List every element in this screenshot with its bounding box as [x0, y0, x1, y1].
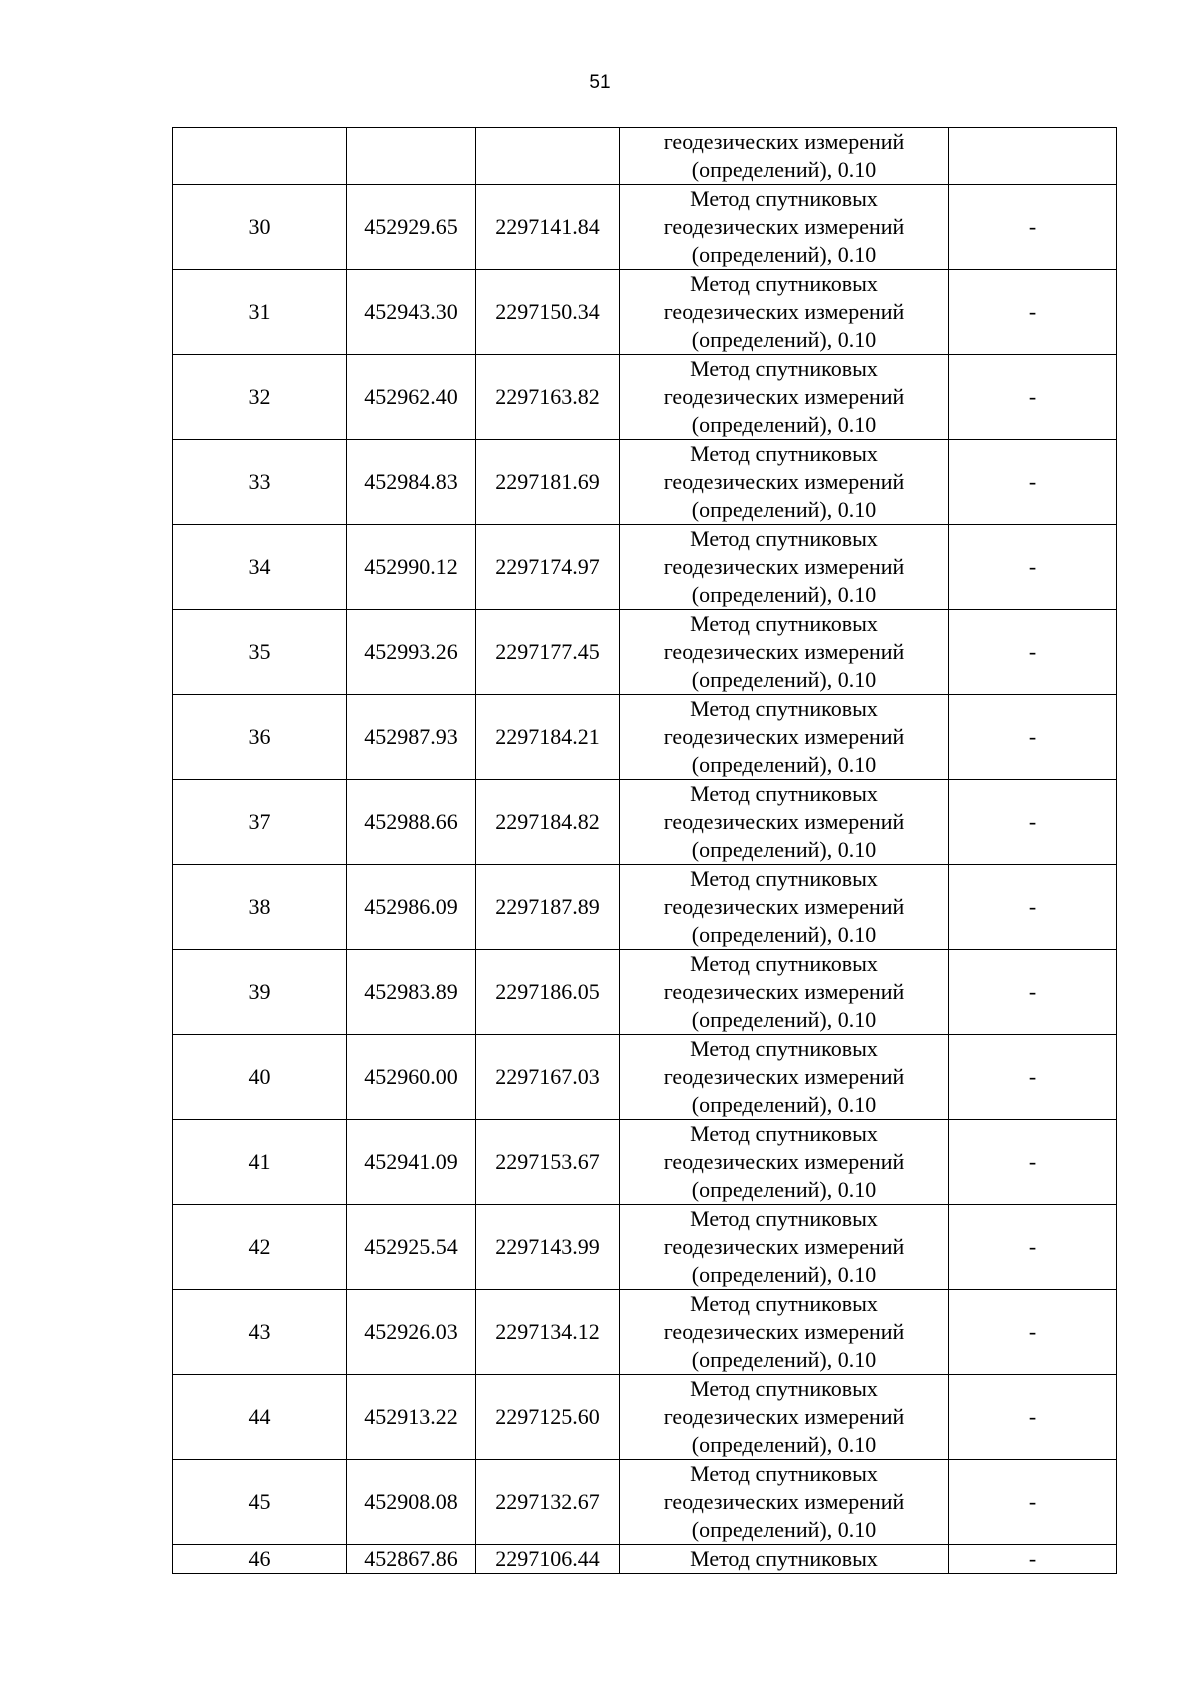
cell-method: [620, 440, 949, 525]
cell-note: -: [949, 1035, 1117, 1120]
cell-x: 452993.26: [347, 610, 476, 695]
table-row: [173, 950, 1117, 1035]
method-line: геодезических измерений: [663, 1319, 905, 1344]
method-line: (определений), 0.10: [691, 1177, 877, 1202]
cell-point-number: 46: [173, 1545, 347, 1574]
cell-point-number: 31: [173, 270, 347, 355]
cell-note: -: [949, 440, 1117, 525]
method-line: Метод спутниковых: [690, 441, 878, 466]
cell-x: 452941.09: [347, 1120, 476, 1205]
cell-note: -: [949, 1460, 1117, 1545]
cell-x: 452867.86: [347, 1545, 476, 1574]
table-row: [173, 1290, 1117, 1375]
cell-method: [620, 1375, 949, 1460]
cell-note: -: [949, 865, 1117, 950]
cell-note: -: [949, 185, 1117, 270]
cell-note: -: [949, 695, 1117, 780]
cell-point-number: [173, 128, 347, 185]
method-line: геодезических измерений: [663, 1489, 905, 1514]
method-line: геодезических измерений: [663, 979, 905, 1004]
method-line: Метод спутниковых: [690, 1036, 878, 1061]
table-row: [173, 1545, 1117, 1574]
method-line: (определений), 0.10: [691, 412, 877, 437]
cell-method: [620, 1205, 949, 1290]
cell-method: [620, 865, 949, 950]
cell-method: [620, 695, 949, 780]
cell-point-number: 36: [173, 695, 347, 780]
cell-x: 452960.00: [347, 1035, 476, 1120]
cell-x: 452983.89: [347, 950, 476, 1035]
method-line: Метод спутниковых: [690, 1206, 878, 1231]
method-line: Метод спутниковых: [690, 271, 878, 296]
cell-point-number: 32: [173, 355, 347, 440]
cell-method: [620, 1035, 949, 1120]
cell-y: 2297134.12: [476, 1290, 620, 1375]
cell-method: [620, 185, 949, 270]
cell-x: 452986.09: [347, 865, 476, 950]
method-line: Метод спутниковых: [690, 781, 878, 806]
table-row: [173, 270, 1117, 355]
table-row: [173, 355, 1117, 440]
cell-y: [476, 128, 620, 185]
cell-y: 2297125.60: [476, 1375, 620, 1460]
cell-note: -: [949, 1120, 1117, 1205]
cell-y: 2297184.21: [476, 695, 620, 780]
method-line: геодезических измерений: [663, 639, 905, 664]
cell-y: 2297181.69: [476, 440, 620, 525]
cell-method: [620, 270, 949, 355]
table-row: [173, 185, 1117, 270]
method-line: Метод спутниковых: [690, 1121, 878, 1146]
method-line: (определений), 0.10: [691, 1007, 877, 1032]
method-line: (определений), 0.10: [691, 1347, 877, 1372]
cell-note: -: [949, 1205, 1117, 1290]
cell-y: 2297153.67: [476, 1120, 620, 1205]
method-line: (определений), 0.10: [691, 667, 877, 692]
method-line: (определений), 0.10: [691, 1517, 877, 1542]
method-line: Метод спутниковых: [690, 1461, 878, 1486]
cell-y: 2297186.05: [476, 950, 620, 1035]
cell-y: 2297150.34: [476, 270, 620, 355]
table-row: [173, 1120, 1117, 1205]
cell-x: 452913.22: [347, 1375, 476, 1460]
cell-point-number: 40: [173, 1035, 347, 1120]
cell-x: 452987.93: [347, 695, 476, 780]
cell-y: 2297106.44: [476, 1545, 620, 1574]
cell-y: 2297132.67: [476, 1460, 620, 1545]
method-line: (определений), 0.10: [691, 497, 877, 522]
cell-y: 2297143.99: [476, 1205, 620, 1290]
cell-point-number: 43: [173, 1290, 347, 1375]
method-line: (определений), 0.10: [691, 157, 877, 182]
cell-x: 452926.03: [347, 1290, 476, 1375]
cell-method: [620, 780, 949, 865]
cell-point-number: 45: [173, 1460, 347, 1545]
cell-note: -: [949, 270, 1117, 355]
method-line: (определений), 0.10: [691, 1432, 877, 1457]
cell-x: 452990.12: [347, 525, 476, 610]
cell-note: -: [949, 355, 1117, 440]
table-row: [173, 1460, 1117, 1545]
cell-note: -: [949, 610, 1117, 695]
method-line: (определений), 0.10: [691, 752, 877, 777]
cell-note: [949, 128, 1117, 185]
cell-method: [620, 128, 949, 185]
method-line: геодезических измерений: [663, 469, 905, 494]
cell-point-number: 35: [173, 610, 347, 695]
table-row: [173, 1205, 1117, 1290]
method-line: Метод спутниковых: [690, 526, 878, 551]
table-row: [173, 440, 1117, 525]
table-row: [173, 780, 1117, 865]
method-line: Метод спутниковых: [690, 186, 878, 211]
method-line: (определений), 0.10: [691, 1092, 877, 1117]
cell-method: [620, 1120, 949, 1205]
table-row: [173, 610, 1117, 695]
cell-y: 2297184.82: [476, 780, 620, 865]
cell-y: 2297141.84: [476, 185, 620, 270]
cell-point-number: 44: [173, 1375, 347, 1460]
cell-y: 2297177.45: [476, 610, 620, 695]
method-line: (определений), 0.10: [691, 1262, 877, 1287]
method-line: геодезических измерений: [663, 894, 905, 919]
method-line: геодезических измерений: [663, 554, 905, 579]
cell-point-number: 30: [173, 185, 347, 270]
method-line: (определений), 0.10: [691, 327, 877, 352]
cell-method: [620, 355, 949, 440]
method-line: Метод спутниковых: [690, 866, 878, 891]
cell-y: 2297167.03: [476, 1035, 620, 1120]
method-line: Метод спутниковых: [690, 611, 878, 636]
cell-note: -: [949, 525, 1117, 610]
method-line: геодезических измерений: [663, 809, 905, 834]
cell-note: -: [949, 1545, 1117, 1574]
method-line: (определений), 0.10: [691, 582, 877, 607]
page-number: 51: [589, 72, 611, 93]
table-row: [173, 695, 1117, 780]
coordinates-table-body: [173, 128, 1117, 1574]
cell-method: [620, 610, 949, 695]
method-line: геодезических измерений: [663, 214, 905, 239]
coordinates-table: [172, 127, 1117, 1574]
cell-y: 2297174.97: [476, 525, 620, 610]
table-row: [173, 1375, 1117, 1460]
method-line: (определений), 0.10: [691, 242, 877, 267]
cell-x: 452908.08: [347, 1460, 476, 1545]
cell-method: [620, 1290, 949, 1375]
cell-x: 452943.30: [347, 270, 476, 355]
method-line: Метод спутниковых: [690, 356, 878, 381]
method-line: Метод спутниковых: [690, 696, 878, 721]
cell-point-number: 38: [173, 865, 347, 950]
cell-method: [620, 950, 949, 1035]
cell-y: 2297187.89: [476, 865, 620, 950]
method-line: геодезических измерений: [663, 1404, 905, 1429]
table-row: [173, 865, 1117, 950]
method-line: геодезических измерений: [663, 724, 905, 749]
method-line: Метод спутниковых: [690, 951, 878, 976]
table-row: [173, 1035, 1117, 1120]
method-line: геодезических измерений: [663, 129, 905, 154]
cell-point-number: 39: [173, 950, 347, 1035]
cell-note: -: [949, 780, 1117, 865]
table-row: [173, 525, 1117, 610]
method-line: геодезических измерений: [663, 384, 905, 409]
cell-method: [620, 525, 949, 610]
method-line: Метод спутниковых: [690, 1546, 878, 1571]
cell-note: -: [949, 1290, 1117, 1375]
method-line: Метод спутниковых: [690, 1291, 878, 1316]
method-line: Метод спутниковых: [690, 1376, 878, 1401]
method-line: геодезических измерений: [663, 1234, 905, 1259]
cell-x: 452988.66: [347, 780, 476, 865]
cell-x: [347, 128, 476, 185]
cell-y: 2297163.82: [476, 355, 620, 440]
cell-method: [620, 1545, 949, 1574]
cell-method: [620, 1460, 949, 1545]
method-line: (определений), 0.10: [691, 922, 877, 947]
method-line: геодезических измерений: [663, 299, 905, 324]
cell-note: -: [949, 1375, 1117, 1460]
cell-note: -: [949, 950, 1117, 1035]
cell-point-number: 37: [173, 780, 347, 865]
cell-x: 452962.40: [347, 355, 476, 440]
cell-point-number: 33: [173, 440, 347, 525]
cell-point-number: 41: [173, 1120, 347, 1205]
cell-point-number: 34: [173, 525, 347, 610]
method-line: геодезических измерений: [663, 1064, 905, 1089]
cell-x: 452929.65: [347, 185, 476, 270]
method-line: геодезических измерений: [663, 1149, 905, 1174]
cell-x: 452984.83: [347, 440, 476, 525]
cell-x: 452925.54: [347, 1205, 476, 1290]
table-row-continuation: [173, 128, 1117, 185]
cell-point-number: 42: [173, 1205, 347, 1290]
method-line: (определений), 0.10: [691, 837, 877, 862]
